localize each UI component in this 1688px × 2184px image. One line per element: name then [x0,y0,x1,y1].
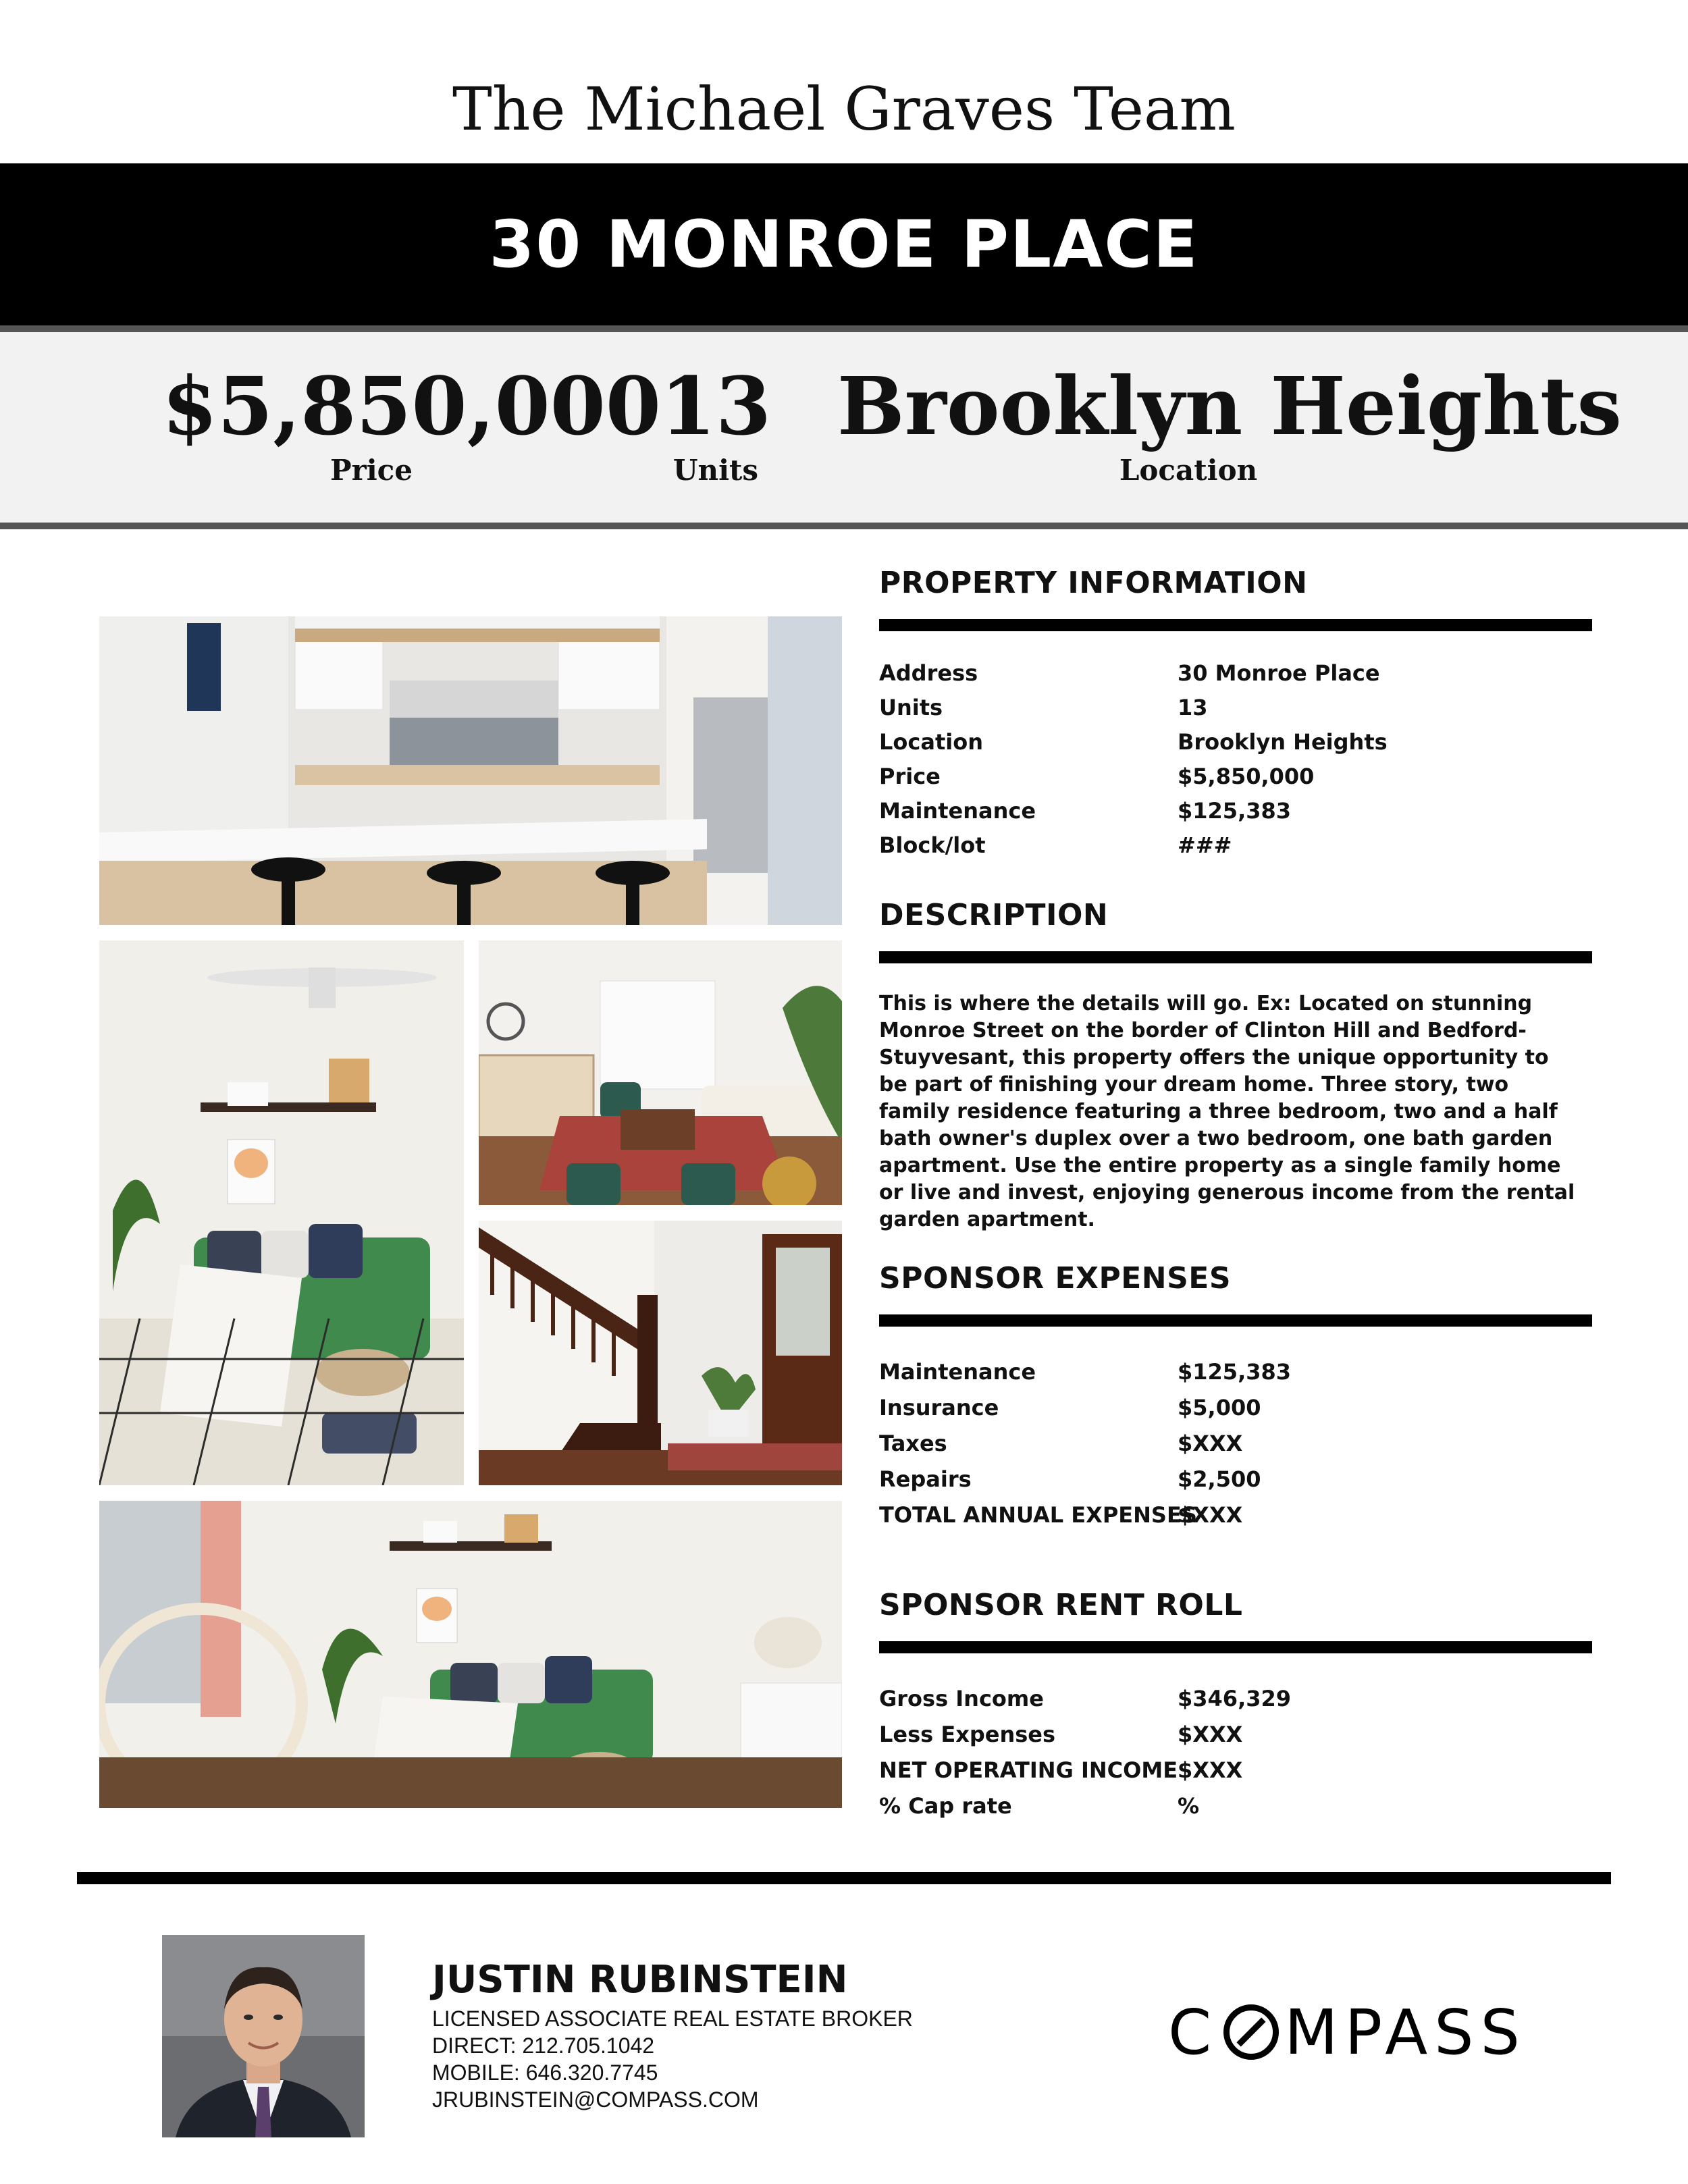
table-row [879,656,1592,690]
section-bar [879,951,1592,963]
property-information-table [879,656,1592,862]
kitchen-photo [99,616,842,925]
living-room-chair-photo [99,1501,842,1808]
location-stat [837,359,1622,487]
agent-direct-phone[interactable]: DIRECT: 212.705.1042 [432,2033,655,2058]
property-information-section [879,566,1592,862]
living-room-photo [99,940,464,1485]
agent-name: JUSTIN RUBINSTEIN [432,1958,848,2002]
table-row [879,793,1592,828]
stats-divider [0,523,1688,529]
table-row [879,1680,1592,1716]
table-row [879,724,1592,759]
lounge-photo [479,940,842,1205]
row-key: Repairs [879,1466,972,1492]
table-row [879,1788,1592,1823]
table-row [879,759,1592,793]
agent-title: LICENSED ASSOCIATE REAL ESTATE BROKER [432,2006,913,2031]
row-value: $XXX [1178,1757,1243,1783]
agent-mobile-phone[interactable]: MOBILE: 646.320.7745 [432,2060,658,2085]
section-bar [879,1314,1592,1327]
row-value: 13 [1178,694,1208,720]
row-key: Insurance [879,1394,999,1420]
table-row [879,1497,1592,1533]
property-information-heading: PROPERTY INFORMATION [879,566,1308,600]
row-key: Gross Income [879,1685,1044,1711]
row-key: Taxes [879,1430,947,1456]
description-section [879,898,1592,1233]
row-key: Price [879,763,941,789]
sponsor-expenses-table [879,1354,1592,1533]
units-label: Units [672,454,759,487]
compass-logo [1168,1996,1546,2069]
table-row [879,1752,1592,1788]
logo-text-right: MPASS [1284,1996,1527,2069]
units-value: 13 [660,359,772,453]
agent-photo [162,1935,365,2137]
location-value: Brooklyn Heights [837,359,1622,453]
sponsor-rent-roll-section [879,1588,1592,1823]
row-value: $5,850,000 [1178,763,1315,789]
table-row [879,1389,1592,1425]
row-value: 30 Monroe Place [1178,660,1380,686]
sponsor-rent-roll-heading: SPONSOR RENT ROLL [879,1588,1243,1622]
row-value: $346,329 [1178,1685,1292,1711]
row-key: Address [879,660,978,686]
row-value: ### [1178,832,1232,858]
row-key: % Cap rate [879,1792,1012,1819]
sponsor-rent-roll-table [879,1680,1592,1823]
row-key: Location [879,728,983,755]
row-key: Block/lot [879,832,986,858]
stats-band [0,332,1688,523]
team-name: The Michael Graves Team [452,74,1236,144]
agent-email[interactable]: JRUBINSTEIN@COMPASS.COM [432,2087,759,2112]
row-value: $XXX [1178,1501,1243,1528]
row-key: Maintenance [879,1358,1036,1385]
description-text: This is where the details will go. Ex: Located on stunning Monroe Street on the border of Clinton Hill and Bedford-Stuyvesant, this property offers the unique opportunity to be part of finishing your dream home. Three story, two family residence featuring a three bedroom, two and a half bath owner's duplex over a two bedroom, one bath garden apartment. Use the entire property as a single family home or live and invest, enjoying generous income from the rental garden apartment. [879,992,1575,1231]
footer-divider [77,1872,1611,1884]
table-row [879,1716,1592,1752]
row-value: $125,383 [1178,1358,1292,1385]
row-value: $2,500 [1178,1466,1261,1492]
row-value: $5,000 [1178,1394,1261,1420]
price-label: Price [330,454,413,487]
top-divider [0,325,1688,332]
price-stat [162,359,661,487]
row-key: TOTAL ANNUAL EXPENSES [879,1501,1197,1528]
sponsor-expenses-heading: SPONSOR EXPENSES [879,1261,1232,1296]
sponsor-expenses-section [879,1261,1592,1533]
staircase-photo [479,1221,842,1485]
compass-needle-icon [1223,2004,1279,2060]
table-row [879,1461,1592,1497]
row-key: Maintenance [879,797,1036,824]
table-row [879,690,1592,724]
row-value: Brooklyn Heights [1178,728,1388,755]
table-row [879,828,1592,862]
row-value: $XXX [1178,1721,1243,1747]
row-value: $125,383 [1178,797,1292,824]
row-key: Less Expenses [879,1721,1056,1747]
section-bar [879,619,1592,631]
row-key: NET OPERATING INCOME [879,1757,1178,1783]
property-title: 30 MONROE PLACE [489,207,1199,282]
table-row [879,1354,1592,1389]
row-key: Units [879,694,943,720]
section-bar [879,1641,1592,1653]
location-label: Location [1119,454,1258,487]
row-value: % [1178,1792,1200,1819]
row-value: $XXX [1178,1430,1243,1456]
price-value: $5,850,000 [162,359,661,453]
units-stat [648,359,783,487]
table-row [879,1425,1592,1461]
description-heading: DESCRIPTION [879,898,1109,932]
logo-text-left: C [1168,1996,1219,2069]
title-band [0,163,1688,325]
